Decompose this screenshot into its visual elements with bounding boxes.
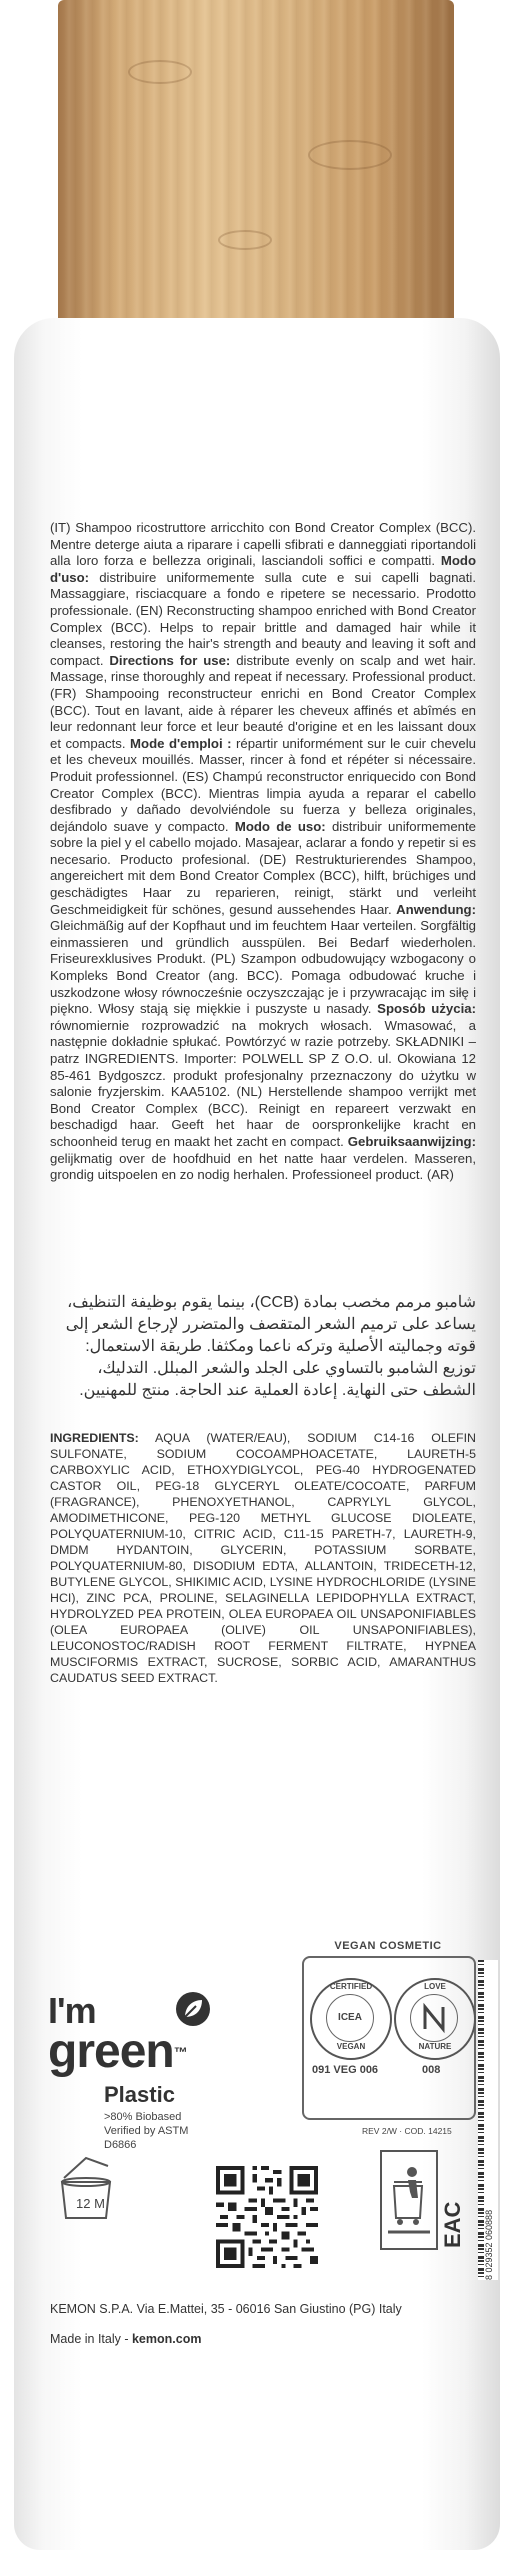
leaf-icon: [176, 1992, 210, 2026]
trademark-symbol: ™: [173, 2044, 187, 2060]
logo-green: [48, 2025, 187, 2078]
manufacturer-address: KEMON S.P.A. Via E.Mattei, 35 - 06016 San Giustino (PG) Italy: [50, 2302, 402, 2316]
description-heading: Modo d'uso:: [50, 553, 476, 585]
logo-green-word: green: [48, 2025, 174, 2078]
ingredients-list: [50, 1430, 476, 1686]
made-in-line: [50, 2332, 201, 2346]
wood-knot: [128, 60, 192, 84]
bottle-cap: [58, 0, 454, 330]
logo-plastic: Plastic: [104, 2082, 175, 2107]
revision-code: REV 2/W · COD. 14215: [362, 2126, 452, 2136]
eac-mark: EAC: [440, 2201, 465, 2248]
seal-bottom-text: VEGAN: [336, 2042, 366, 2051]
description-heading: Mode d'emploi :: [130, 735, 232, 751]
logo-im: I'm: [48, 1990, 96, 2031]
ingredients-text: AQUA (WATER/EAU), SODIUM C14-16 OLEFIN SULFONATE, SODIUM COCOAMPHOACETATE, LAURETH-5 CARBOXYLIC ACID, ETHOXYDIGLYCOL, PEG-40 HYDROGENATED CASTOR OIL, PEG-18 GLYCERYL OLEATE/COCOATE, PARFUM (FRAGRANCE), PHENOXYETHANOL, CAPRYLYL GLYCOL, AMODIMETHICONE, PEG-120 METHYL GLUCOSE DIOLEATE, POLYQUATERNIUM-10, CITRIC ACID, C11-15 PARETH-7, LAURETH-9, DMDM HYDANTOIN, GLYCERIN, POTASSIUM SORBATE, POLYQUATERNIUM-80, DISODIUM EDTA, ALLANTOIN, TRIDECETH-12, BUTYLENE GLYCOL, SHIKIMIC ACID, LYSINE HYDROCHLORIDE (LYSINE HCI), ZINC PCA, PROLINE, SELAGINELLA LEPIDOPHYLLA EXTRACT, HYDROLYZED PEA PROTEIN, OLEA EUROPAEA OIL UNSAPONIFIABLES (OLEA EUROPAEA (OLIVE) OIL UNSAPONIFIABLES), LEUCONOSTOC/RADISH ROOT FERMENT FILTRATE, HYPNEA MUSCIFORMIS EXTRACT, SUCROSE, SORBIC ACID, AMARANTHUS CAUDATUS SEED EXTRACT.: [50, 1431, 476, 1685]
description-text: distribuir uniformemente sobre la piel y el cabello mojado. Masajear, aclarar a fondo y repetir si es necesario. Producto profesional. (DE) Restrukturierendes Shampoo, angereichert mit dem Bond Creator Complex (BCC), hilft, brüchiges und geschädigtes Haar zu reparieren, reinigt, stärkt und verleiht Geschmeidigkeit für schönes, gesund aussehendes Haar.: [50, 818, 476, 917]
logo-claim: [104, 2110, 214, 2152]
pao-label: 12 M: [76, 2196, 105, 2211]
wood-knot: [218, 230, 272, 250]
seal-top-text: LOVE: [424, 1982, 446, 1991]
pao-jar-icon: [56, 2152, 116, 2222]
cert-code: 008: [422, 2064, 441, 2076]
icea-vegan-seal: [310, 1978, 392, 2060]
website-link[interactable]: kemon.com: [131, 2332, 202, 2346]
recycling-bin-icon: [380, 2150, 438, 2250]
wood-knot: [308, 140, 392, 170]
im-green-logo: [48, 1990, 189, 2151]
biobased-text: >80% Biobased: [104, 2111, 182, 2123]
barcode-number: 8 029352 060888: [484, 1960, 498, 2280]
ingredients-label: INGREDIENTS:: [50, 1431, 139, 1445]
description-heading: Anwendung:: [396, 901, 476, 917]
product-description: [50, 520, 476, 1184]
description-heading: Directions for use:: [109, 652, 231, 668]
seal-top-text: CERTIFIED: [329, 1982, 373, 1991]
verified-text: Verified by ASTM D6866: [104, 2125, 189, 2151]
description-text: distribute evenly on scalp and wet hair. Massage, rinse thoroughly and repeat if necessary. Professional product. (FR) Shampooing reconstructeur enrichi en Bond Creator Complex (BCC). Tout en lavant, aide à réparer les cheveux affinés et abîmés en leur redonnant leur force et leur beauté d'origine et en les laissant doux et compacts.: [50, 652, 476, 751]
description-heading: Sposób użycia:: [377, 1001, 476, 1017]
love-nature-seal: [394, 1978, 476, 2060]
seal-bottom-text: NATURE: [418, 2042, 452, 2051]
description-text: répartir uniformément sur le cuir chevelu et les cheveux mouillés. Masser, rincer à fond et répéter si nécessaire. Produit professionnel. (ES) Champú reconstructor enriquecido con Bond Creator Complex (BCC). Mientras limpia ayuda a reparar el cabello desfibrado y dañado devolviéndole su fuerza y belleza originales, dejándolo suave y compacto.: [50, 735, 476, 834]
qr-code: [216, 2166, 318, 2268]
made-in-text: Made in Italy -: [50, 2332, 132, 2346]
arabic-description: شامبو مرمم مخصب بمادة (CCB)، بينما يقوم بوظيفة التنظيف، يساعد على ترميم الشعر المتقصف والمتضرر لإرجاع الشعر إلى قوته وجماليته الأصلية وتركه ناعما ومكثفا. طريقة الاستعمال: توزيع الشامبو بالتساوي على الجلد والشعر المبلل. التدليك، الشطف حتى النهاية. إعادة العملية عند الحاجة. منتج للمهنيين.: [65, 1294, 476, 1399]
vegan-frame: [302, 1956, 476, 2120]
seal-center-text: ICEA: [326, 1994, 374, 2042]
description-text: równomiernie rozprowadzić na mokrych włosach. Wmasować, a następnie dokładnie spłukać. Powtórzyć w razie potrzeby. SKŁADNIKI – patrz INGREDIENTS. Importer: POLWELL SP Z O.O. ul. Okowiana 12 85-461 Bydgoszcz. produkt profesjonalny przeznaczony do użytku w salonie fryzjerskim. KAA5102. (NL) Herstellende shampoo verrijkt met Bond Creator Complex (BCC). Reinigt en repareert verzwakt en beschadigd haar. Geeft het haar de oorspronkelijke kracht en schoonheid terug en maakt het zacht en compact.: [50, 1017, 476, 1149]
seal-letter-icon: [410, 1994, 458, 2042]
vegan-title: VEGAN COSMETIC: [334, 1940, 442, 1952]
cert-code: 091 VEG 006: [312, 2064, 379, 2076]
description-heading: Gebruiksaanwijzing:: [347, 1133, 476, 1149]
description-text: Gleichmäßig auf der Kopfhaut und im feuchtem Haar verteilen. Sorgfältig einmassieren und gründlich ausspülen. Bei Bedarf wiederholen. Friseurexklusives Produkt. (PL) Szampon odbudowujący wzbogacony o Kompleks Bond Creator (ang. BCC). Pomaga odbudować kruche i uszkodzone włosy równocześnie oczyszczając je i przywracając im siłę i piękno. Włosy stają się miękkie i puszyste u nasady.: [50, 918, 476, 1017]
description-text: (IT) Shampoo ricostruttore arricchito con Bond Creator Complex (BCC). Mentre deterge aiuta a riparare i capelli sfibrati e danneggiati riportandoli alla loro forza e bellezza originali, lasciandoli soffici e compatti.: [50, 520, 476, 569]
vegan-certification: [302, 1940, 474, 2118]
description-text: distribuire uniformemente sulla cute e sui capelli bagnati. Massaggiare, risciacquare a fondo e ripetere se necessario. Prodotto professionale. (EN) Reconstructing shampoo enriched with Bond Creator Complex (BCC). Helps to repair brittle and damaged hair while it cleanses, restoring the hair's strength and beauty and leaving it soft and compact.: [50, 569, 476, 668]
description-text: gelijkmatig over de hoofdhuid en het natte haar verdelen. Masseren, grondig uitspoelen en zo nodig herhalen. Professioneel product. (AR): [50, 1150, 476, 1183]
description-heading: Modo de uso:: [234, 818, 326, 834]
